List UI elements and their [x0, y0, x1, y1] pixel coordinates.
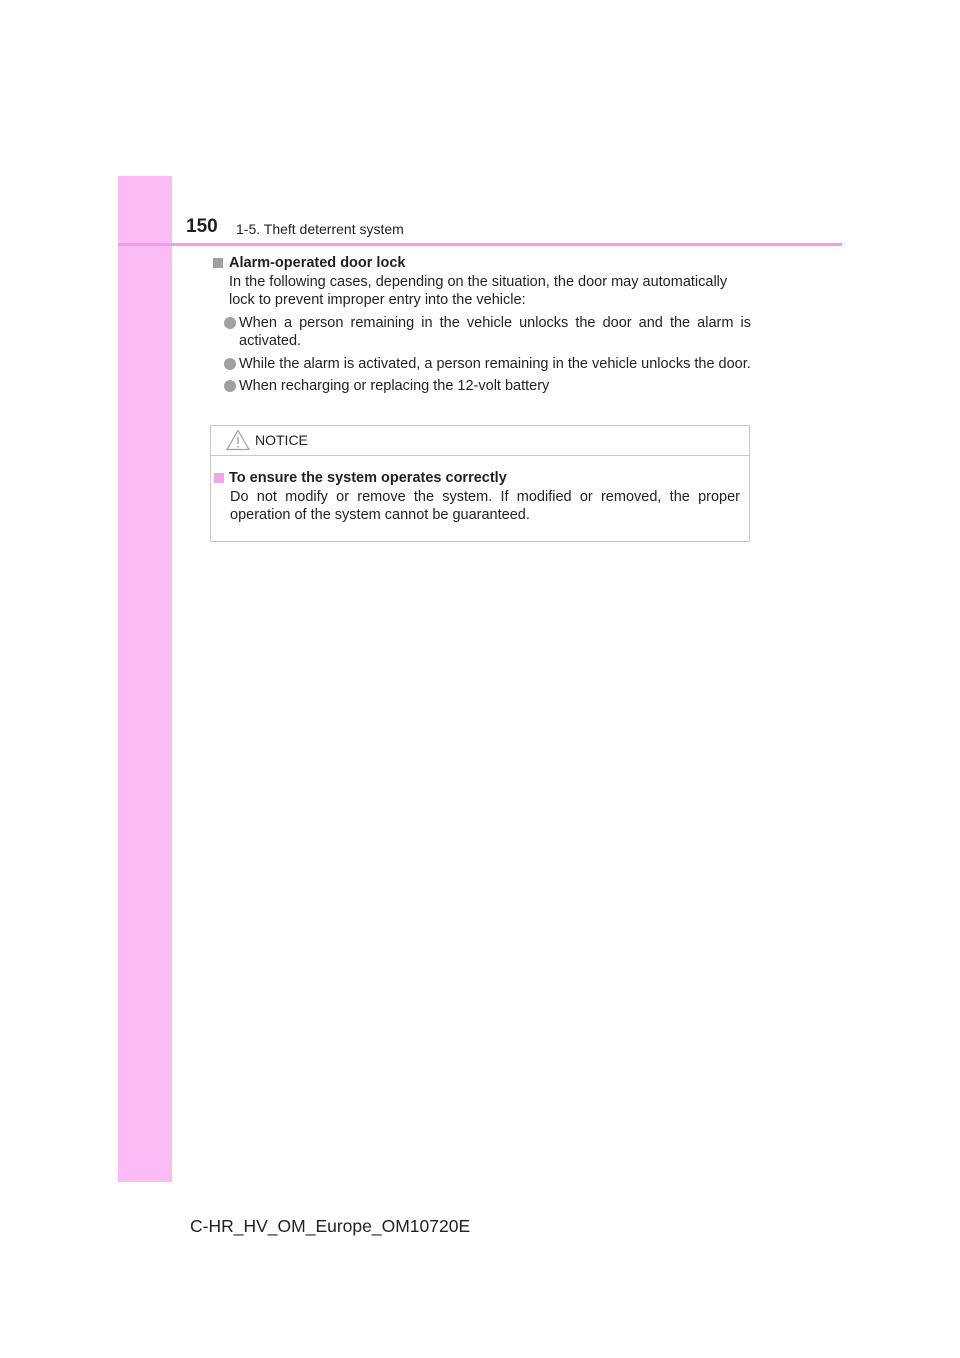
- notice-box: [210, 425, 750, 542]
- square-bullet-icon: [214, 473, 224, 483]
- section-title: 1-5. Theft deterrent system: [236, 221, 404, 237]
- circle-bullet-icon: [224, 358, 236, 370]
- section-heading: [211, 254, 751, 273]
- list-item: [211, 314, 751, 351]
- list-item-text: While the alarm is activated, a person remaining in the vehicle unlocks the door.: [239, 355, 751, 372]
- notice-heading-text: To ensure the system operates correctly: [229, 470, 507, 486]
- notice-text: Do not modify or remove the system. If modified or removed, the proper operation of the system cannot be guaranteed.: [230, 488, 740, 523]
- document-code: C-HR_HV_OM_Europe_OM10720E: [190, 1216, 471, 1236]
- square-bullet-icon: [213, 258, 223, 268]
- circle-bullet-icon: [224, 317, 236, 329]
- list-item-text: When recharging or replacing the 12-volt battery: [239, 378, 550, 394]
- content-section: [211, 254, 751, 396]
- circle-bullet-icon: [224, 380, 236, 392]
- notice-label: NOTICE: [255, 432, 308, 448]
- notice-heading: [214, 469, 740, 488]
- intro-paragraph: In the following cases, depending on the situation, the door may automatically lock to prevent improper entry into the vehicle:: [229, 273, 728, 308]
- warning-triangle-icon: [226, 429, 250, 451]
- side-band: [118, 176, 172, 1182]
- header-rule: [118, 243, 842, 246]
- section-heading-text: Alarm-operated door lock: [229, 255, 406, 271]
- notice-header: [211, 426, 749, 456]
- page-number: 150: [186, 216, 218, 237]
- list-item-text: When a person remaining in the vehicle unlocks the door and the alarm is activated.: [239, 314, 751, 349]
- list-item: [211, 377, 751, 396]
- list-item: [211, 355, 751, 374]
- notice-body: [211, 456, 749, 525]
